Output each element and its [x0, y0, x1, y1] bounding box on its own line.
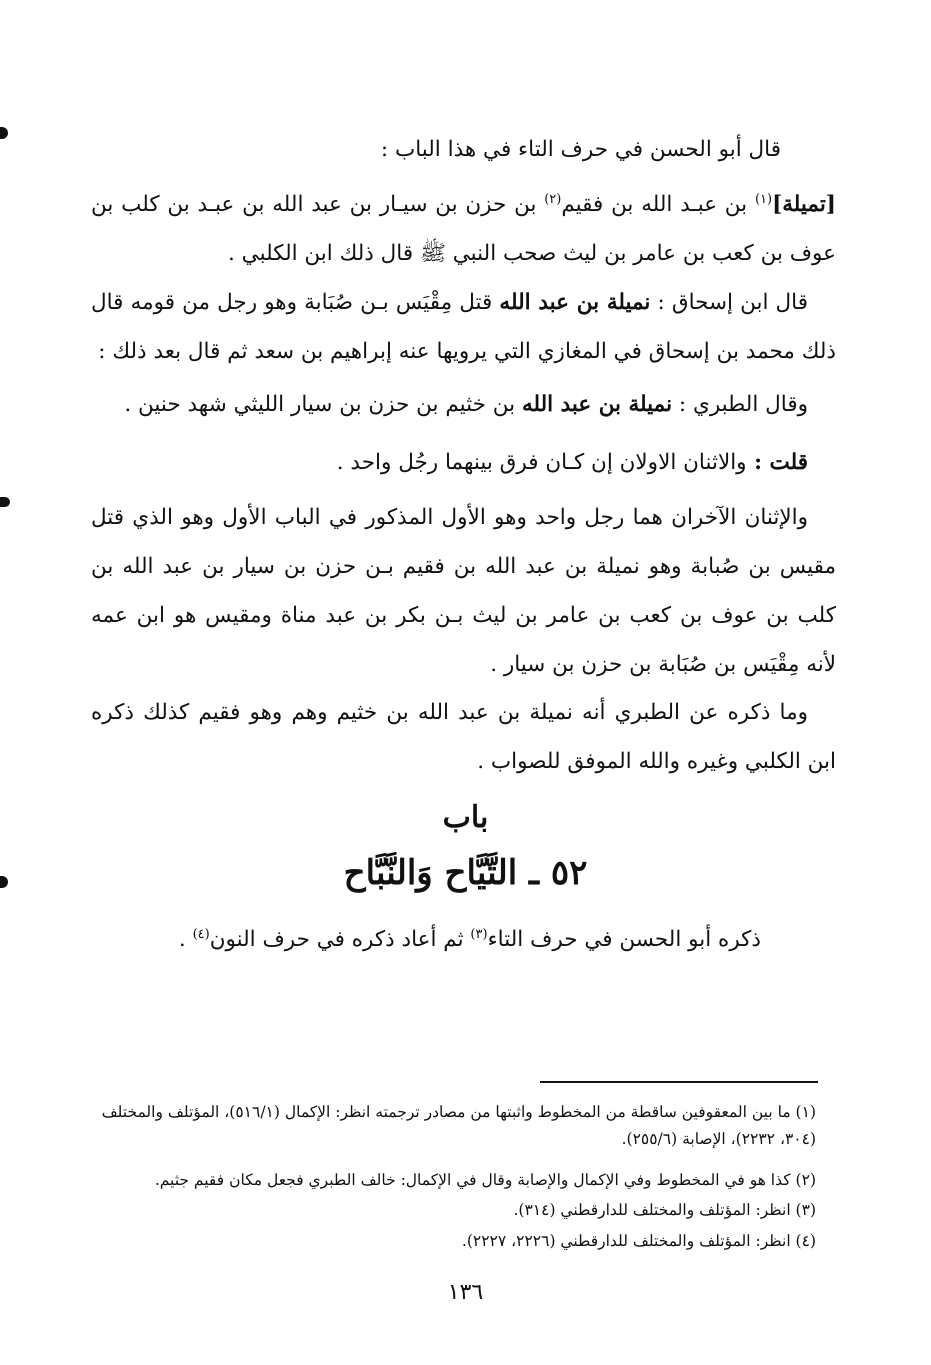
paragraph-text: بن عبـد الله بن فقيم [561, 192, 755, 217]
paragraph-ithnan: والإثنان الآخران هما رجل واحد وهو الأول المذكور في الباب الأول وهو الذي قتل مقيس بن صُبابة وهو نميلة بن عبد الله بن فقيم بـن حزن بن سيار بن عبد الله بن كلب بن عوف بن كعب بن عامر بن ليث بـن بكر بن عبد مناة ومقيس هو ابن عمه لأنه مِقْيَس بن صُبَابة بن حزن بن سيار . [91, 505, 836, 677]
paragraph-text: قتل مِقْيَس بـن صُبَابة وهو رجل من قومه قال ذلك محمد بن إسحاق في المغازي التي يرويها عنه إبراهيم بن سعد ثم قال بعد ذلك : [91, 290, 836, 364]
intro-line: قال أبو الحسن في حرف التاء في هذا الباب : [380, 137, 781, 162]
bold-name: نميلة بن عبد الله [499, 290, 651, 315]
footnote-4: (٤) انظر: المؤتلف والمختلف للدارقطني (٢٢٢٦، ٢٢٢٧). [461, 1232, 816, 1250]
page-number: ١٣٦ [447, 1280, 484, 1305]
bold-name: نميلة بن عبد الله [521, 392, 673, 417]
chapter-text: ثم أعاد ذكره في حرف النون [209, 927, 471, 952]
footnote-3: (٣) انظر: المؤتلف والمختلف للدارقطني (٣١٤). [513, 1201, 816, 1219]
footnote-ref-3[interactable]: (٣) [470, 926, 488, 942]
scan-mark-1 [0, 127, 8, 139]
paragraph-qultu [91, 438, 836, 487]
paragraph-lead: قال ابن إسحاق : [650, 290, 808, 315]
chapter-text-end: . [178, 927, 193, 952]
paragraph-lead: قلت : [746, 450, 808, 475]
paragraph-tabari [91, 380, 836, 429]
chapter-title: ٥٢ ـ التَّيَّاح وَالنَّبَّاح [343, 853, 588, 893]
chapter-label: باب [442, 800, 489, 835]
paragraph-text: بن حزن بن سيـار بن عبد الله بن عبـد بن كلب بن عوف بن كعب بن عامر بن ليث صحب النبي ﷺ قال ذلك ابن الكلبي . [91, 192, 836, 266]
paragraph-lead: وقال الطبري : [672, 392, 808, 417]
footnote-ref-1[interactable]: (١) [754, 191, 773, 207]
footnote-separator [540, 1081, 818, 1083]
paragraph-text: والاثنان الاولان إن كـان فرق بينهما رجُل واحد . [336, 450, 747, 475]
paragraph-conclusion: وما ذكره عن الطبري أنه نميلة بن عبد الله بن خثيم وهم وهو فقيم كذلك ذكره ابن الكلبي وغيره والله الموفق للصواب . [91, 700, 836, 774]
chapter-text: ذكره أبو الحسن في حرف التاء [487, 927, 761, 952]
footnote-2: (٢) كذا هو في المخطوط وفي الإكمال والإصابة وقال في الإكمال: خالف الطبري فجعل مكان فقيم جثيم. [154, 1171, 816, 1189]
entry-name: [تميلة] [772, 192, 836, 217]
footnote-ref-4[interactable]: (٤) [192, 926, 210, 942]
footnote-1: (١) ما بين المعقوفين ساقطة من المخطوط واثبتها من مصادر ترجمته انظر: الإكمال (٥١٦/١)، المؤتلف والمختلف (٣٠٤، ٢٢٣٢)، الإصابة (٢٥٥/٦). [101, 1103, 816, 1148]
paragraph-tamila [91, 180, 836, 278]
chapter-line [61, 915, 761, 964]
paragraph-text: بن خثيم بن حزن بن سيار الليثي شهد حنين . [124, 392, 522, 417]
footnote-ref-2[interactable]: (٢) [544, 191, 562, 207]
scan-mark-2 [0, 497, 10, 507]
paragraph-ibn-ishaq [91, 278, 836, 376]
